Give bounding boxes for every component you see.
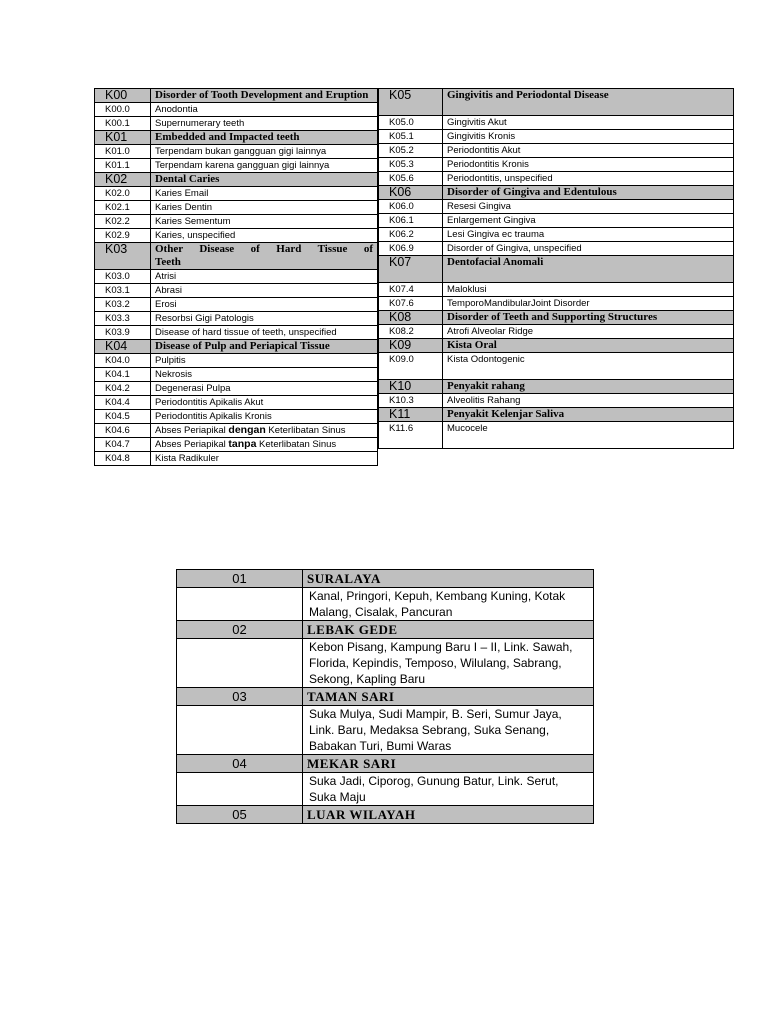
code-row [379,325,734,339]
area-blank-cell [177,706,303,755]
icd-code: K00.0 [95,103,151,117]
icd-description: Gingivitis Akut [443,116,734,130]
code-row [379,353,734,380]
desc-emphasis: tanpa [228,438,257,450]
category-header-row [379,256,734,283]
icd-code: K06.1 [379,214,443,228]
icd-description: Terpendam bukan gangguan gigi lainnya [151,145,378,159]
icd-description: Disorder of Teeth and Supporting Structures [443,311,734,325]
icd-code: K05.1 [379,130,443,144]
icd-code: K00 [95,89,151,103]
desc-line-1: Other Disease of Hard Tissue of [155,243,373,255]
icd-code: K01 [95,131,151,145]
category-header-row [95,243,378,270]
code-row [379,242,734,256]
area-header-row [177,621,594,639]
icd-description: Dental Caries [151,173,378,187]
icd-table-left [94,88,378,466]
icd-code: K04.1 [95,368,151,382]
icd-description: Degenerasi Pulpa [151,382,378,396]
icd-code: K09 [379,339,443,353]
code-row [379,158,734,172]
area-number: 01 [177,570,303,588]
code-row [379,130,734,144]
area-blank-cell [177,639,303,688]
icd-code: K05.2 [379,144,443,158]
icd-code: K04.2 [95,382,151,396]
icd-description: Periodontitis Apikalis Akut [151,396,378,410]
code-row [95,424,378,438]
icd-description [151,424,378,438]
area-name: TAMAN SARI [303,688,594,706]
code-row [95,187,378,201]
area-blank-cell [177,588,303,621]
icd-code: K04 [95,340,151,354]
code-row [95,354,378,368]
icd-code: K04.6 [95,424,151,438]
area-header-row [177,755,594,773]
area-number: 03 [177,688,303,706]
code-row [95,284,378,298]
code-row [379,200,734,214]
code-row [379,116,734,130]
icd-description: Periodontitis Kronis [443,158,734,172]
code-row [379,297,734,311]
area-header-row [177,806,594,824]
icd-description: Maloklusi [443,283,734,297]
icd-description: Disorder of Gingiva and Edentulous [443,186,734,200]
icd-code: K00.1 [95,117,151,131]
area-locations: Kebon Pisang, Kampung Baru I – II, Link. Sawah, Florida, Kepindis, Temposo, Wilulang, Sabrang, Sekong, Kapling Baru [303,639,594,688]
icd-description: Penyakit Kelenjar Saliva [443,408,734,422]
code-row [95,312,378,326]
area-number: 04 [177,755,303,773]
code-row [379,144,734,158]
category-header-row [379,186,734,200]
icd-code: K02.1 [95,201,151,215]
icd-description: Penyakit rahang [443,380,734,394]
category-header-row [95,340,378,354]
icd-code: K01.0 [95,145,151,159]
icd-description: Nekrosis [151,368,378,382]
icd-description: Dentofacial Anomali [443,256,734,283]
code-row [95,438,378,452]
icd-code: K04.4 [95,396,151,410]
area-blank-cell [177,773,303,806]
icd-description: Kista Odontogenic [443,353,734,380]
icd-description: Atrofi Alveolar Ridge [443,325,734,339]
area-list-row [177,588,594,621]
code-row [95,201,378,215]
code-row [95,270,378,284]
icd-code: K10.3 [379,394,443,408]
icd-code: K02.2 [95,215,151,229]
icd-description: Kista Radikuler [151,452,378,466]
code-row [95,103,378,117]
icd-description: Periodontitis, unspecified [443,172,734,186]
icd-description: Disorder of Gingiva, unspecified [443,242,734,256]
icd-code: K06.9 [379,242,443,256]
code-row [95,326,378,340]
area-list-row [177,706,594,755]
icd-code: K03.9 [95,326,151,340]
category-header-row [379,311,734,325]
icd-description: Supernumerary teeth [151,117,378,131]
icd-description [151,243,378,270]
code-row [95,117,378,131]
area-list-row [177,773,594,806]
area-header-row [177,688,594,706]
code-row [379,172,734,186]
category-header-row [379,89,734,116]
icd-description: Alveolitis Rahang [443,394,734,408]
icd-code: K07 [379,256,443,283]
category-header-row [95,131,378,145]
area-table [176,569,594,824]
icd-code: K06.0 [379,200,443,214]
icd-description: Resorbsi Gigi Patologis [151,312,378,326]
icd-description: Disorder of Tooth Development and Eruption [151,89,378,103]
category-header-row [379,380,734,394]
icd-code: K02.0 [95,187,151,201]
icd-description [151,438,378,452]
icd-table-right [378,88,734,449]
icd-description: Anodontia [151,103,378,117]
icd-description: Erosi [151,298,378,312]
icd-code: K08 [379,311,443,325]
icd-description: Karies Email [151,187,378,201]
icd-description: Karies, unspecified [151,229,378,243]
area-name: SURALAYA [303,570,594,588]
desc-part: Keterlibatan Sinus [256,439,337,450]
icd-code: K04.0 [95,354,151,368]
code-row [95,145,378,159]
desc-part: Keterlibatan Sinus [265,425,346,436]
icd-code: K07.6 [379,297,443,311]
icd-code: K05.6 [379,172,443,186]
desc-part: Abses Periapikal [155,425,229,436]
area-locations: Kanal, Pringori, Kepuh, Kembang Kuning, Kotak Malang, Cisalak, Pancuran [303,588,594,621]
icd-code: K03.0 [95,270,151,284]
code-row [379,228,734,242]
icd-code: K11 [379,408,443,422]
category-header-row [379,339,734,353]
area-name: LUAR WILAYAH [303,806,594,824]
code-row [379,422,734,449]
icd-description: Mucocele [443,422,734,449]
icd-code: K02.9 [95,229,151,243]
icd-code: K01.1 [95,159,151,173]
icd-description: Gingivitis Kronis [443,130,734,144]
icd-code: K04.7 [95,438,151,452]
icd-code: K10 [379,380,443,394]
area-number: 05 [177,806,303,824]
icd-description: Pulpitis [151,354,378,368]
icd-description: Enlargement Gingiva [443,214,734,228]
desc-emphasis: dengan [228,424,266,436]
icd-code: K04.5 [95,410,151,424]
icd-description: Periodontitis Akut [443,144,734,158]
icd-code: K02 [95,173,151,187]
code-row [379,283,734,297]
icd-code: K08.2 [379,325,443,339]
icd-description: Atrisi [151,270,378,284]
category-header-row [95,173,378,187]
code-row [95,368,378,382]
icd-description: Embedded and Impacted teeth [151,131,378,145]
desc-line-2: Teeth [155,256,181,268]
area-name: MEKAR SARI [303,755,594,773]
code-row [379,214,734,228]
area-list-row [177,639,594,688]
icd-code: K09.0 [379,353,443,380]
code-row [379,394,734,408]
icd-code: K06 [379,186,443,200]
code-row [95,229,378,243]
icd-description: Periodontitis Apikalis Kronis [151,410,378,424]
icd-code: K07.4 [379,283,443,297]
icd-description: Karies Dentin [151,201,378,215]
code-row [95,215,378,229]
icd-code: K03.1 [95,284,151,298]
icd-description: Abrasi [151,284,378,298]
area-number: 02 [177,621,303,639]
icd-code: K11.6 [379,422,443,449]
icd-description: Kista Oral [443,339,734,353]
icd-description: Terpendam karena gangguan gigi lainnya [151,159,378,173]
area-header-row [177,570,594,588]
icd-description: Disease of hard tissue of teeth, unspecified [151,326,378,340]
icd-description: Disease of Pulp and Periapical Tissue [151,340,378,354]
icd-description: Lesi Gingiva ec trauma [443,228,734,242]
icd-code: K05.0 [379,116,443,130]
code-row [95,159,378,173]
icd-description: TemporoMandibularJoint Disorder [443,297,734,311]
code-row [95,452,378,466]
icd-code: K03.2 [95,298,151,312]
desc-part: Abses Periapikal [155,439,229,450]
icd-description: Gingivitis and Periodontal Disease [443,89,734,116]
area-name: LEBAK GEDE [303,621,594,639]
icd-code: K04.8 [95,452,151,466]
icd-code: K06.2 [379,228,443,242]
code-row [95,410,378,424]
category-header-row [95,89,378,103]
icd-code: K03 [95,243,151,270]
icd-code: K05.3 [379,158,443,172]
area-locations: Suka Jadi, Ciporog, Gunung Batur, Link. Serut, Suka Maju [303,773,594,806]
code-row [95,298,378,312]
icd-description: Resesi Gingiva [443,200,734,214]
code-row [95,382,378,396]
area-locations: Suka Mulya, Sudi Mampir, B. Seri, Sumur Jaya, Link. Baru, Medaksa Sebrang, Suka Senang, Babakan Turi, Bumi Waras [303,706,594,755]
category-header-row [379,408,734,422]
icd-code: K03.3 [95,312,151,326]
code-row [95,396,378,410]
icd-description: Karies Sementum [151,215,378,229]
icd-code: K05 [379,89,443,116]
